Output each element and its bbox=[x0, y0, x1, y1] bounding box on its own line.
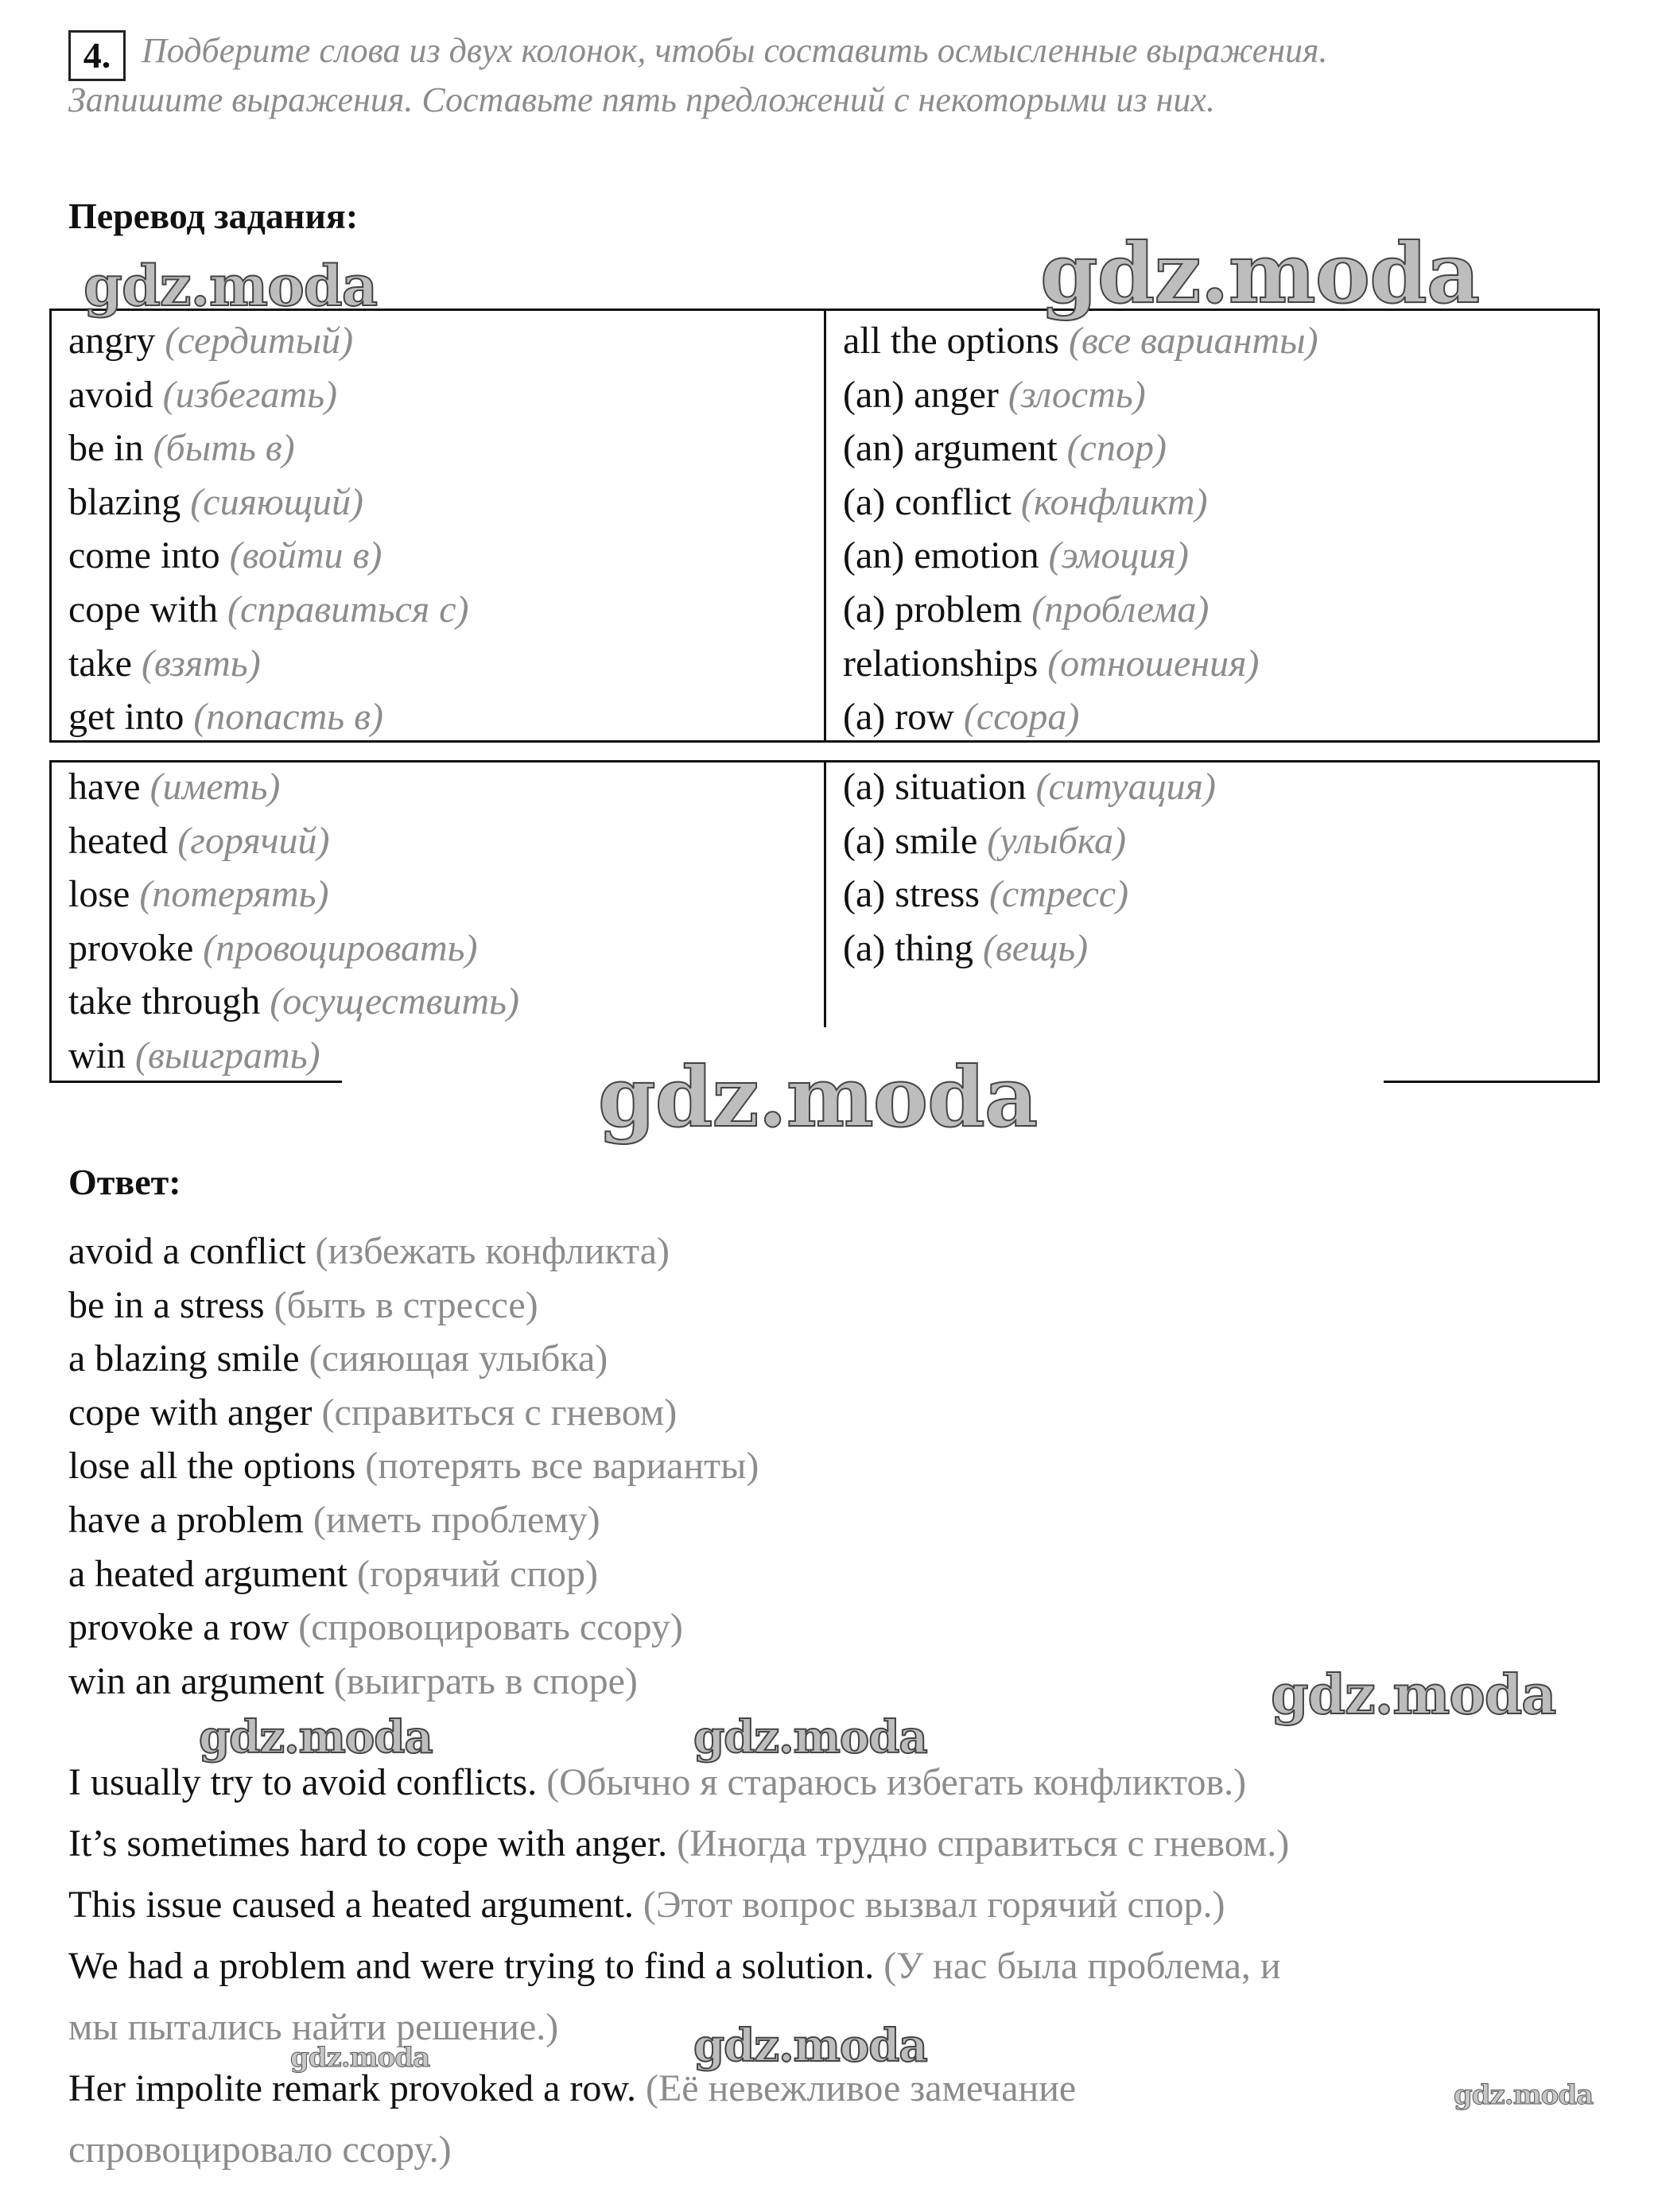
watermark: gdz.moda bbox=[1454, 2079, 1594, 2111]
answer-item-word: be in a stress bbox=[68, 1283, 265, 1326]
table-1-left-row bbox=[68, 368, 469, 422]
answer-item-translation: (потерять все варианты) bbox=[365, 1445, 759, 1488]
table-2-right-row-translation: (ситуация) bbox=[1035, 766, 1216, 808]
table-1-left-row-translation: (взять) bbox=[141, 642, 261, 685]
table-1-right-row-translation: (конфликт) bbox=[1020, 480, 1208, 523]
answer-item bbox=[68, 1601, 759, 1655]
table-1-right-row-word: (a) conflict bbox=[843, 480, 1011, 523]
answer-heading: Ответ: bbox=[68, 1162, 181, 1202]
table-2-left-row bbox=[68, 975, 519, 1029]
task-instruction-line1: Подберите слова из двух колонок, чтобы составить осмысленные выражения. bbox=[142, 31, 1328, 70]
sentence-item bbox=[68, 1935, 1289, 1997]
table-1-left-row-word: angry bbox=[68, 320, 156, 362]
answer-list bbox=[68, 1224, 759, 1708]
sentence-list bbox=[68, 1752, 1289, 2180]
table-1-right-row bbox=[843, 529, 1318, 583]
answer-item-word: win an argument bbox=[68, 1659, 324, 1702]
table-2-right-row bbox=[843, 760, 1216, 814]
table-1-right-row bbox=[843, 475, 1318, 530]
table-1-right-row-word: all the options bbox=[843, 320, 1059, 362]
table-2-right-row bbox=[843, 867, 1216, 922]
table-1-left-row bbox=[68, 314, 469, 368]
sentence-item bbox=[68, 1813, 1289, 1874]
answer-item bbox=[68, 1279, 759, 1333]
table-2-left-row bbox=[68, 922, 519, 976]
table-1-right-row-translation: (проблема) bbox=[1031, 588, 1210, 631]
table-1-right-row-translation: (злость) bbox=[1008, 373, 1146, 416]
watermark: gdz.moda bbox=[1040, 224, 1480, 322]
table-1-right-row-translation: (спор) bbox=[1066, 427, 1167, 470]
table-2-left-row-translation: (провоцировать) bbox=[203, 926, 478, 969]
answer-item-word: cope with anger bbox=[68, 1391, 313, 1434]
table-2-left-row-word: win bbox=[68, 1034, 126, 1077]
table-2-left-row bbox=[68, 760, 519, 814]
answer-item-word: a blazing smile bbox=[68, 1337, 300, 1380]
table-2-left-column bbox=[68, 760, 519, 1083]
table-1-left-row bbox=[68, 475, 469, 530]
table-1-left-row-word: be in bbox=[68, 427, 144, 470]
table-2-left-row-word: provoke bbox=[68, 926, 194, 969]
table-2-right-row-word: (a) situation bbox=[843, 766, 1027, 808]
table-1-left-row-translation: (избегать) bbox=[162, 373, 338, 416]
table-1-right-column bbox=[843, 314, 1318, 744]
sentence-item bbox=[68, 2058, 1289, 2119]
watermark: gdz.moda bbox=[693, 1711, 927, 1764]
answer-item-translation: (горячий спор) bbox=[356, 1552, 598, 1595]
table-1-left-row-translation: (войти в) bbox=[229, 534, 382, 577]
table-1-left-row-word: cope with bbox=[68, 588, 218, 631]
table-1-right-row-word: (a) problem bbox=[843, 588, 1023, 631]
table-1-left-row-translation: (попасть в) bbox=[193, 696, 383, 739]
table-1-right-row-word: (an) anger bbox=[843, 373, 999, 416]
task-number: 4. bbox=[68, 30, 126, 81]
answer-item-translation: (справиться с гневом) bbox=[321, 1391, 678, 1434]
answer-item-word: have a problem bbox=[68, 1498, 304, 1541]
table-1-right-row-translation: (отношения) bbox=[1047, 642, 1260, 685]
table-1-left-column bbox=[68, 314, 469, 744]
answer-item-word: lose all the options bbox=[68, 1445, 356, 1488]
task-instruction-line2: Запишите выражения. Составьте пять предложений с некоторыми из них. bbox=[68, 80, 1215, 119]
answer-item bbox=[68, 1332, 759, 1386]
table-1-left-row bbox=[68, 583, 469, 637]
table-1-left-row-word: avoid bbox=[68, 373, 153, 416]
table-2-right-row-word: (a) smile bbox=[843, 819, 978, 862]
answer-item bbox=[68, 1386, 759, 1440]
table-2-left-row-translation: (выиграть) bbox=[135, 1034, 320, 1077]
table-1-right-row bbox=[843, 421, 1318, 475]
sentence-english: We had a problem and were trying to find a solution. bbox=[68, 1945, 875, 1987]
table-2-left-row-translation: (потерять) bbox=[139, 873, 329, 916]
table-2-left-row-word: lose bbox=[68, 873, 130, 916]
sentence-english: Her impolite remark provoked a row. bbox=[68, 2067, 636, 2109]
table-1-right-row-word: relationships bbox=[843, 642, 1039, 685]
table-2-left-row-word: heated bbox=[68, 819, 169, 862]
sentence-translation: (У нас была проблема, и bbox=[883, 1945, 1281, 1987]
table-1-left-row-word: come into bbox=[68, 534, 220, 577]
sentence-translation: (Иногда трудно справиться с гневом.) bbox=[677, 1822, 1290, 1865]
answer-item-word: provoke a row bbox=[68, 1606, 289, 1649]
answer-item-translation: (быть в стрессе) bbox=[274, 1283, 538, 1326]
watermark: gdz.moda bbox=[199, 1711, 433, 1764]
table-2-right-row bbox=[843, 814, 1216, 868]
table-2-right-row-word: (a) thing bbox=[843, 926, 973, 969]
table-1-right-row bbox=[843, 637, 1318, 691]
table-1-right-row-word: (an) emotion bbox=[843, 534, 1039, 577]
table-2-right-column bbox=[843, 760, 1216, 975]
table-2-left-row bbox=[68, 814, 519, 868]
table-1-right-row bbox=[843, 314, 1318, 368]
table-2-right-row bbox=[843, 922, 1216, 976]
answer-item-translation: (выиграть в споре) bbox=[333, 1659, 638, 1702]
table-2-right-row-translation: (вещь) bbox=[982, 926, 1089, 969]
answer-item-translation: (сияющая улыбка) bbox=[309, 1337, 608, 1380]
watermark: gdz.moda bbox=[290, 2042, 430, 2074]
sentence-english: It’s sometimes hard to cope with anger. bbox=[68, 1822, 668, 1865]
table-1-left-row bbox=[68, 690, 469, 744]
table-2-left-row-translation: (иметь) bbox=[149, 766, 281, 808]
table-1-divider bbox=[824, 309, 826, 743]
sentence-english: This issue caused a heated argument. bbox=[68, 1884, 634, 1926]
table-1-right-row-translation: (все варианты) bbox=[1068, 320, 1318, 362]
table-1-right-row-translation: (эмоция) bbox=[1048, 534, 1189, 577]
table-1-right-row bbox=[843, 690, 1318, 744]
watermark: gdz.moda bbox=[693, 2020, 927, 2072]
table-2-left-row-word: take through bbox=[68, 980, 261, 1023]
table-2-right-row-translation: (стресс) bbox=[988, 873, 1129, 916]
table-1-right-row-word: (an) argument bbox=[843, 427, 1058, 470]
table-1-left-row-word: blazing bbox=[68, 480, 181, 523]
table-2-divider bbox=[824, 760, 826, 1027]
watermark: gdz.moda bbox=[598, 1048, 1038, 1146]
table-1-right-row-translation: (ссора) bbox=[963, 696, 1080, 739]
answer-item-translation: (иметь проблему) bbox=[313, 1498, 600, 1541]
table-2-left-row bbox=[68, 867, 519, 922]
answer-item bbox=[68, 1655, 759, 1709]
answer-item-translation: (спровоцировать ссору) bbox=[298, 1606, 683, 1649]
table-2-left-row-translation: (осуществить) bbox=[270, 980, 519, 1023]
table-1-right-row bbox=[843, 368, 1318, 422]
sentence-translation: (Этот вопрос вызвал горячий спор.) bbox=[643, 1884, 1225, 1926]
answer-item bbox=[68, 1547, 759, 1601]
watermark: gdz.moda bbox=[83, 253, 378, 319]
sentence-item bbox=[68, 1874, 1289, 1935]
answer-item bbox=[68, 1493, 759, 1547]
answer-item-word: avoid a conflict bbox=[68, 1230, 306, 1272]
answer-item bbox=[68, 1439, 759, 1493]
table-1-left-row-word: get into bbox=[68, 696, 184, 739]
table-1-right-row bbox=[843, 583, 1318, 637]
translation-heading: Перевод задания: bbox=[68, 196, 359, 236]
sentence-translation-continued: мы пытались найти решение.) bbox=[68, 2006, 559, 2048]
table-2-left-row-word: have bbox=[68, 766, 141, 808]
table-1-left-row-word: take bbox=[68, 642, 132, 685]
table-1-left-row bbox=[68, 421, 469, 475]
table-1-left-row-translation: (справиться с) bbox=[227, 588, 469, 631]
watermark: gdz.moda bbox=[1271, 1663, 1556, 1727]
answer-item-translation: (избежать конфликта) bbox=[315, 1230, 670, 1272]
table-1-left-row-translation: (сияющий) bbox=[190, 480, 363, 523]
table-2-right-row-word: (a) stress bbox=[843, 873, 980, 916]
table-1-right-row-word: (a) row bbox=[843, 696, 954, 739]
answer-item bbox=[68, 1224, 759, 1279]
sentence-translation: (Её невежливое замечание bbox=[645, 2067, 1077, 2109]
table-2-right-row-translation: (улыбка) bbox=[987, 819, 1127, 862]
table-1-left-row bbox=[68, 637, 469, 691]
table-1-left-row-translation: (быть в) bbox=[153, 427, 295, 470]
table-2-left-row-translation: (горячий) bbox=[177, 819, 330, 862]
sentence-translation-continued: спровоцировало ссору.) bbox=[68, 2129, 452, 2171]
table-1-left-row-translation: (сердитый) bbox=[165, 320, 354, 362]
table-1-left-row bbox=[68, 529, 469, 583]
sentence-translation: (Обычно я стараюсь избегать конфликтов.) bbox=[546, 1761, 1247, 1803]
sentence-english: I usually try to avoid conflicts. bbox=[68, 1761, 538, 1803]
answer-item-word: a heated argument bbox=[68, 1552, 348, 1595]
